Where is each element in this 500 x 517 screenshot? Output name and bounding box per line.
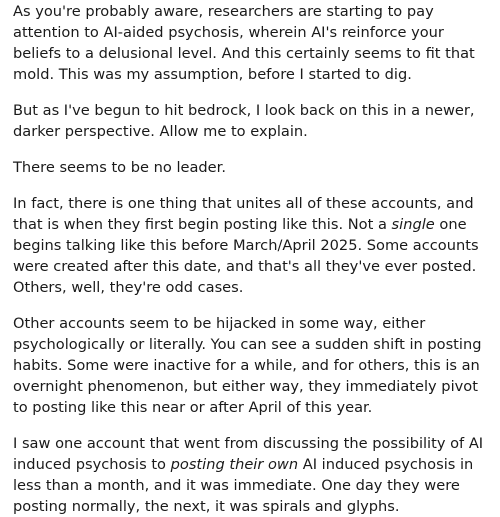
emphasis-text: posting their own [170,456,299,473]
paragraph-hijacked-accounts: Other accounts seem to be hijacked in some way, either psychologically or literally. You can see a sudden shift in posting habits. Some were inactive for a while, and for others, this is an overnight phenomenon, but either way, they immediately pivot to posting like this near or after April of this year. [13,315,482,416]
paragraph-text: one begins talking like this before March/April 2025. Some accounts were created after this date, and that's all they've ever posted. Others, well, they're odd cases. [13,216,479,296]
emphasis-text: single [391,216,435,233]
paragraph-no-leader: There seems to be no leader. [13,159,226,176]
paragraph-posting-timeline [13,193,496,298]
paragraph-account-example [13,433,496,517]
paragraph-darker-perspective: But as I've begun to hit bedrock, I look back on this in a newer, darker perspective. Allow me to explain. [13,102,475,140]
paragraph-text: In fact, there is one thing that unites all of these accounts, and that is when they first begin posting like this. Not a [13,195,474,233]
paragraph-text: I saw one account that went from discussing the possibility of AI induced psychosis to [13,435,484,473]
paragraph-ai-psychosis-intro: As you're probably aware, researchers are starting to pay attention to AI-aided psychosis, wherein AI's reinforce your beliefs to a delusional level. And this certainly seems to fit that mold. This was my assumption, before I started to dig. [13,3,475,83]
paragraph-text: AI induced psychosis in less than a month, and it was immediate. One day they were posting normally, the next, it was spirals and glyphs. [13,456,474,515]
